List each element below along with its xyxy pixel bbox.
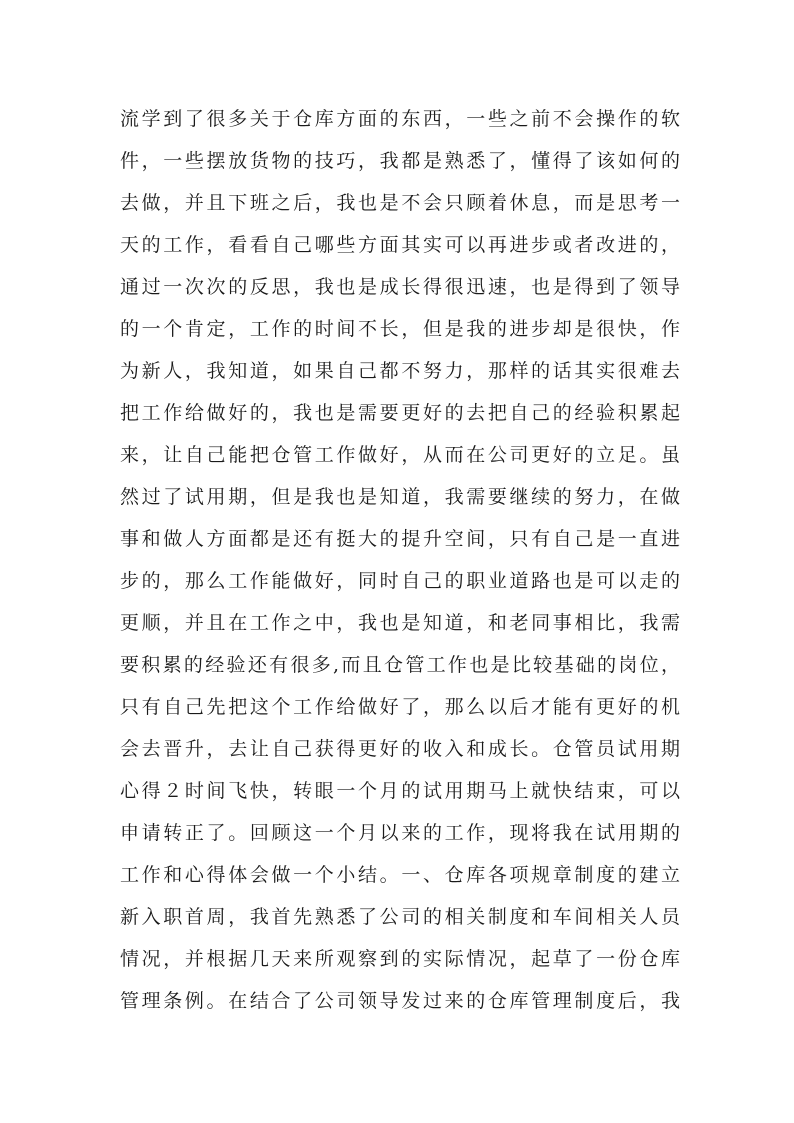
body-text	[120, 98, 680, 1022]
text-line: 事和做人方面都是还有挺大的提升空间，只有自己是一直进	[120, 528, 680, 550]
text-line: 的一个肯定，工作的时间不长，但是我的进步却是很快，作	[120, 318, 680, 340]
text-line: 通过一次次的反思，我也是成长得很迅速，也是得到了领导	[120, 276, 680, 298]
text-line: 新入职首周，我首先熟悉了公司的相关制度和车间相关人员	[120, 906, 680, 928]
text-line: 更顺，并且在工作之中，我也是知道，和老同事相比，我需	[120, 612, 680, 634]
text-line: 天的工作，看看自己哪些方面其实可以再进步或者改进的，	[120, 234, 680, 256]
text-line: 情况，并根据几天来所观察到的实际情况，起草了一份仓库	[120, 948, 680, 970]
text-line: 为新人，我知道，如果自己都不努力，那样的话其实很难去	[120, 360, 680, 382]
text-line: 会去晋升，去让自己获得更好的收入和成长。仓管员试用期	[120, 738, 680, 760]
text-line: 管理条例。在结合了公司领导发过来的仓库管理制度后，我	[120, 990, 680, 1012]
text-line: 申请转正了。回顾这一个月以来的工作，现将我在试用期的	[120, 822, 680, 844]
text-line: 流学到了很多关于仓库方面的东西，一些之前不会操作的软	[120, 108, 680, 130]
text-line: 要积累的经验还有很多,而且仓管工作也是比较基础的岗位，	[120, 654, 680, 676]
text-line: 只有自己先把这个工作给做好了，那么以后才能有更好的机	[120, 696, 680, 718]
text-line: 件，一些摆放货物的技巧，我都是熟悉了，懂得了该如何的	[120, 150, 680, 172]
text-line: 然过了试用期，但是我也是知道，我需要继续的努力，在做	[120, 486, 680, 508]
text-line: 心得２时间飞快，转眼一个月的试用期马上就快结束，可以	[120, 780, 680, 802]
text-line: 步的，那么工作能做好，同时自己的职业道路也是可以走的	[120, 570, 680, 592]
text-line: 把工作给做好的，我也是需要更好的去把自己的经验积累起	[120, 402, 680, 424]
text-line: 去做，并且下班之后，我也是不会只顾着休息，而是思考一	[120, 192, 680, 214]
text-line: 工作和心得体会做一个小结。一、仓库各项规章制度的建立	[120, 864, 680, 886]
text-line: 来，让自己能把仓管工作做好，从而在公司更好的立足。虽	[120, 444, 680, 466]
